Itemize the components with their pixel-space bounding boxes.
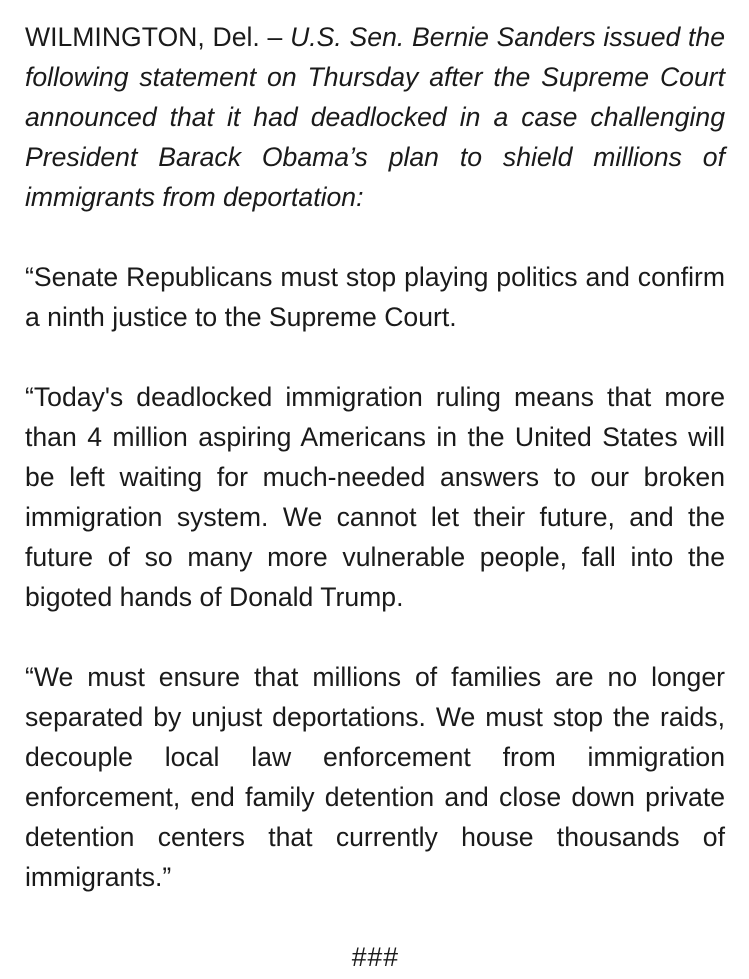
dateline: WILMINGTON, Del. – xyxy=(25,22,291,52)
statement-paragraph-3: “We must ensure that millions of families are no longer separated by unjust deportations. We must stop the raids, decouple local law enforcement from immigration enforcement, end family detention and close down private detention centers that currently house thousands of immigrants.” xyxy=(25,662,725,892)
end-mark: ### xyxy=(351,942,399,972)
press-release xyxy=(25,17,725,977)
intro-paragraph xyxy=(25,17,725,217)
statement-paragraph-1: “Senate Republicans must stop playing politics and confirm a ninth justice to the Supreme Court. xyxy=(25,262,725,332)
intro-text: U.S. Sen. Bernie Sanders issued the following statement on Thursday after the Supreme Court announced that it had deadlocked in a case challenging President Barack Obama’s plan to shield millions of immigrants from deportation: xyxy=(25,22,725,212)
statement-paragraph-2: “Today's deadlocked immigration ruling means that more than 4 million aspiring Americans in the United States will be left waiting for much-needed answers to our broken immigration system. We cannot let their future, and the future of so many more vulnerable people, fall into the bigoted hands of Donald Trump. xyxy=(25,382,725,612)
